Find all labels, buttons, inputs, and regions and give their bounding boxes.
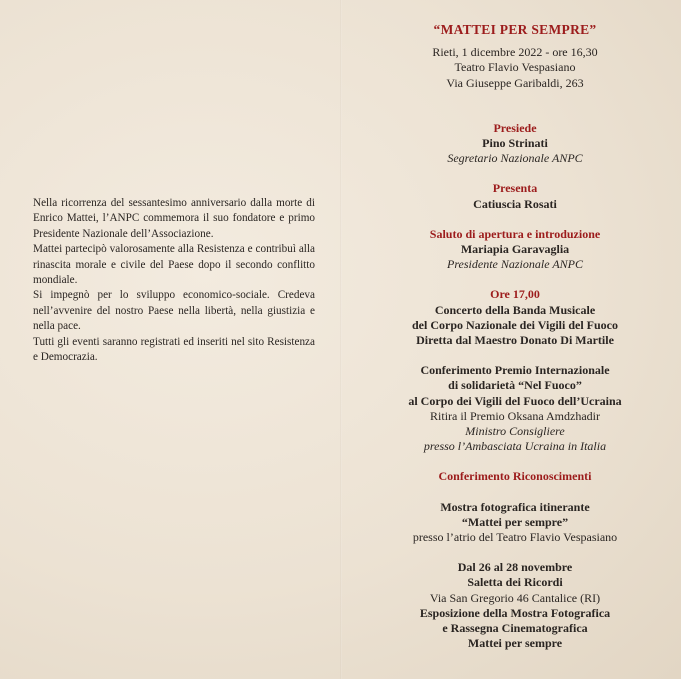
- saluto-name: Mariapia Garavaglia: [460, 242, 570, 257]
- event-address: Via Giuseppe Garibaldi, 263: [446, 75, 584, 90]
- premio-ritira: Ritira il Premio Oksana Amdzhadir: [430, 408, 600, 423]
- intro-paragraph: Mattei partecipò valorosamente alla Resistenza e contribuì alla rinascita morale e civile del Paese dopo il secondo conflitto mondiale.: [33, 243, 315, 287]
- concerto-line: Concerto della Banda Musicale: [434, 302, 596, 317]
- premio-line: di solidarietà “Nel Fuoco”: [448, 378, 582, 393]
- mostra-location: presso l’atrio del Teatro Flavio Vespasiano: [412, 530, 618, 545]
- intro-text: [33, 196, 315, 365]
- intro-paragraph: Si impegnò per lo sviluppo economico-sociale. Credeva nell’avvenire del nostro Paese nella libertà, nella giustizia e nella pace.: [33, 289, 315, 333]
- presenta-name: Catiuscia Rosati: [473, 196, 557, 211]
- saletta-line: Mattei per sempre: [467, 636, 563, 651]
- presiede-heading: Presiede: [493, 120, 537, 135]
- program: [380, 22, 650, 652]
- mostra-line: Mostra fotografica itinerante: [440, 499, 590, 514]
- event-venue: Teatro Flavio Vespasiano: [454, 60, 576, 75]
- concerto-line: Diretta dal Maestro Donato Di Martile: [416, 333, 614, 348]
- premio-line: al Corpo dei Vigili del Fuoco dell’Ucraina: [408, 393, 622, 408]
- intro-paragraph: Tutti gli eventi saranno registrati ed inseriti nel sito Resistenza e Democrazia.: [33, 335, 315, 364]
- saletta-dates: Dal 26 al 28 novembre: [457, 560, 573, 575]
- mostra-line: “Mattei per sempre”: [461, 514, 569, 529]
- saletta-name: Saletta dei Ricordi: [467, 575, 563, 590]
- premio-embassy: presso l’Ambasciata Ucraina in Italia: [423, 439, 607, 454]
- premio-line: Conferimento Premio Internazionale: [420, 363, 610, 378]
- saletta-address: Via San Gregorio 46 Cantalice (RI): [429, 590, 601, 605]
- fold-crease: [340, 0, 342, 679]
- concerto-time: Ore 17,00: [490, 287, 540, 302]
- saluto-heading: Saluto di apertura e introduzione: [429, 226, 601, 241]
- presenta-heading: Presenta: [492, 181, 538, 196]
- saletta-line: Esposizione della Mostra Fotografica: [419, 605, 611, 620]
- riconoscimenti-heading: Conferimento Riconoscimenti: [438, 469, 592, 484]
- intro-paragraph: Nella ricorrenza del sessantesimo anniversario dalla morte di Enrico Mattei, l’ANPC commemora il suo fondatore e primo Presidente Nazionale dell’Associazione.: [33, 197, 315, 240]
- presiede-role: Segretario Nazionale ANPC: [447, 151, 583, 166]
- saletta-line: e Rassegna Cinematografica: [442, 621, 588, 636]
- event-title: “MATTEI PER SEMPRE”: [433, 22, 597, 37]
- premio-role: Ministro Consigliere: [465, 424, 565, 439]
- saluto-role: Presidente Nazionale ANPC: [447, 257, 583, 272]
- presiede-name: Pino Strinati: [482, 136, 548, 151]
- concerto-line: del Corpo Nazionale dei Vigili del Fuoco: [412, 317, 618, 332]
- event-date: Rieti, 1 dicembre 2022 - ore 16,30: [432, 45, 598, 60]
